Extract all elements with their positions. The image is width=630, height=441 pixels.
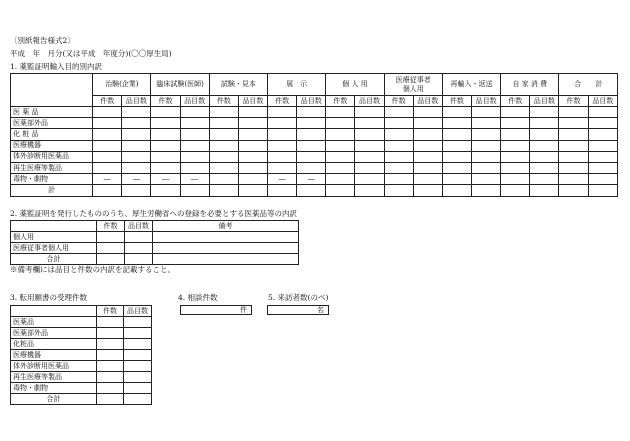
value-cell xyxy=(472,129,501,140)
value-cell xyxy=(97,317,124,328)
value-cell xyxy=(472,118,501,129)
value-cell xyxy=(180,129,209,140)
row-label: 再生医療等製品 xyxy=(11,162,93,173)
value-cell xyxy=(530,129,559,140)
value-cell xyxy=(124,350,152,361)
value-cell xyxy=(122,162,151,173)
row-label: 化粧品 xyxy=(11,339,97,350)
diversion-table xyxy=(10,305,152,405)
row-label: 化 粧 品 xyxy=(11,129,93,140)
value-cell xyxy=(97,383,124,394)
value-cell xyxy=(97,339,124,350)
value-cell xyxy=(559,118,588,129)
row-label: 合計 xyxy=(11,394,97,405)
count-header: 件数 xyxy=(442,96,471,107)
value-cell xyxy=(413,174,442,185)
value-cell xyxy=(326,118,355,129)
value-cell xyxy=(472,107,501,118)
value-cell xyxy=(355,151,384,162)
table-row xyxy=(11,162,618,173)
column-header: 品目数 xyxy=(124,306,152,317)
value-cell xyxy=(472,174,501,185)
value-cell xyxy=(326,185,355,196)
value-cell xyxy=(530,151,559,162)
value-cell xyxy=(442,107,471,118)
value-cell xyxy=(238,140,267,151)
table-row xyxy=(11,317,152,328)
row-label: 医療機器 xyxy=(11,140,93,151)
value-cell xyxy=(559,162,588,173)
value-cell xyxy=(124,339,152,350)
value-cell xyxy=(384,174,413,185)
value-cell xyxy=(125,232,153,243)
value-cell xyxy=(384,185,413,196)
table-row xyxy=(11,151,618,162)
purpose-header: 臨床試験(医師) xyxy=(151,74,209,96)
value-cell xyxy=(93,129,122,140)
value-cell xyxy=(355,107,384,118)
value-cell xyxy=(268,151,297,162)
items-header: 品目数 xyxy=(530,96,559,107)
value-cell xyxy=(472,185,501,196)
row-label: 医薬部外品 xyxy=(11,118,93,129)
column-header: 件数 xyxy=(97,306,124,317)
value-cell xyxy=(472,151,501,162)
value-cell xyxy=(501,129,530,140)
value-cell xyxy=(97,361,124,372)
value-cell xyxy=(93,140,122,151)
count-header: 件数 xyxy=(93,96,122,107)
table-row xyxy=(11,107,618,118)
value-cell xyxy=(384,129,413,140)
value-cell xyxy=(124,317,152,328)
value-cell xyxy=(268,162,297,173)
value-cell xyxy=(180,140,209,151)
purpose-header: 合 計 xyxy=(559,74,618,96)
value-cell xyxy=(151,140,180,151)
value-cell xyxy=(588,185,617,196)
table-row xyxy=(11,372,152,383)
value-cell xyxy=(93,118,122,129)
count-header: 件数 xyxy=(501,96,530,107)
value-cell xyxy=(151,107,180,118)
table-row xyxy=(11,339,152,350)
value-cell xyxy=(501,140,530,151)
corner-cell xyxy=(11,306,97,317)
value-cell xyxy=(124,383,152,394)
value-cell xyxy=(326,162,355,173)
value-cell xyxy=(355,140,384,151)
count-header: 件数 xyxy=(384,96,413,107)
value-cell xyxy=(93,185,122,196)
row-label: 個人用 xyxy=(11,232,97,243)
value-cell xyxy=(384,140,413,151)
value-cell xyxy=(151,185,180,196)
value-cell xyxy=(559,151,588,162)
value-cell xyxy=(93,107,122,118)
count-header: 件数 xyxy=(268,96,297,107)
table-row xyxy=(11,328,152,339)
value-cell xyxy=(151,118,180,129)
value-cell xyxy=(97,243,125,254)
value-cell xyxy=(588,162,617,173)
row-label: 毒物・劇物 xyxy=(11,383,97,394)
value-cell xyxy=(384,118,413,129)
section2-title: 2. 薬監証明を発行したもののうち、厚生労働省への登録を必要とする医薬品等の内訳 xyxy=(10,209,298,218)
dash-cell: ― xyxy=(268,174,297,185)
value-cell xyxy=(124,372,152,383)
value-cell xyxy=(297,140,326,151)
purpose-header: 個 人 用 xyxy=(326,74,384,96)
value-cell xyxy=(442,174,471,185)
value-cell xyxy=(530,118,559,129)
section3-title: 3. 転用願書の受理件数 xyxy=(10,293,88,302)
value-cell xyxy=(268,107,297,118)
value-cell xyxy=(297,151,326,162)
visitor-unit: 名 xyxy=(317,306,324,314)
value-cell xyxy=(209,174,238,185)
column-header: 件数 xyxy=(97,221,125,232)
count-header: 件数 xyxy=(559,96,588,107)
value-cell xyxy=(297,162,326,173)
section1-title: 1. 薬監証明輸入目的別内訳 xyxy=(10,62,103,71)
value-cell xyxy=(238,151,267,162)
section4-title: 4. 相談件数 xyxy=(178,293,218,302)
value-cell xyxy=(209,151,238,162)
value-cell xyxy=(413,185,442,196)
value-cell xyxy=(442,118,471,129)
value-cell xyxy=(326,174,355,185)
value-cell xyxy=(268,140,297,151)
row-label: 毒物・劇物 xyxy=(11,174,93,185)
value-cell xyxy=(297,129,326,140)
table-row xyxy=(11,129,618,140)
value-cell xyxy=(588,107,617,118)
value-cell xyxy=(209,107,238,118)
row-label: 医療機器 xyxy=(11,350,97,361)
value-cell xyxy=(180,118,209,129)
value-cell xyxy=(472,162,501,173)
table-row xyxy=(11,243,299,254)
dash-cell: ― xyxy=(180,174,209,185)
value-cell xyxy=(151,162,180,173)
value-cell xyxy=(238,107,267,118)
row-label: 再生医療等製品 xyxy=(11,372,97,383)
value-cell xyxy=(122,151,151,162)
value-cell xyxy=(122,185,151,196)
value-cell xyxy=(442,151,471,162)
items-header: 品目数 xyxy=(297,96,326,107)
value-cell xyxy=(472,140,501,151)
value-cell xyxy=(238,174,267,185)
value-cell xyxy=(180,107,209,118)
value-cell xyxy=(97,254,125,265)
dash-cell: ― xyxy=(297,174,326,185)
header-row xyxy=(11,306,152,317)
count-header: 件数 xyxy=(151,96,180,107)
report-period: 平成 年 月分(又は平成 年度分)(〇〇厚生局) xyxy=(10,49,172,58)
value-cell xyxy=(153,232,299,243)
visitor-count-box xyxy=(267,305,329,315)
value-cell xyxy=(442,140,471,151)
value-cell xyxy=(501,151,530,162)
value-cell xyxy=(442,162,471,173)
remarks-note: ※備考欄には品目と件数の内訳を記載すること。 xyxy=(10,265,175,274)
header-row xyxy=(11,74,618,96)
value-cell xyxy=(559,140,588,151)
value-cell xyxy=(238,129,267,140)
value-cell xyxy=(384,151,413,162)
value-cell xyxy=(97,394,124,405)
value-cell xyxy=(93,151,122,162)
items-header: 品目数 xyxy=(413,96,442,107)
value-cell xyxy=(326,107,355,118)
value-cell xyxy=(93,162,122,173)
value-cell xyxy=(238,162,267,173)
value-cell xyxy=(326,140,355,151)
value-cell xyxy=(209,140,238,151)
value-cell xyxy=(384,107,413,118)
value-cell xyxy=(268,185,297,196)
value-cell xyxy=(588,129,617,140)
table-row xyxy=(11,383,152,394)
items-header: 品目数 xyxy=(472,96,501,107)
table-row xyxy=(11,254,299,265)
column-header: 備考 xyxy=(153,221,299,232)
purpose-header: 再輸入・返送 xyxy=(442,74,500,96)
value-cell xyxy=(209,162,238,173)
value-cell xyxy=(442,185,471,196)
corner-cell xyxy=(11,221,97,232)
count-header: 件数 xyxy=(209,96,238,107)
value-cell xyxy=(124,394,152,405)
row-label: 医薬部外品 xyxy=(11,328,97,339)
value-cell xyxy=(326,129,355,140)
row-label: 計 xyxy=(11,185,93,196)
value-cell xyxy=(209,118,238,129)
count-header: 件数 xyxy=(326,96,355,107)
table-row xyxy=(11,394,152,405)
value-cell xyxy=(151,151,180,162)
value-cell xyxy=(501,107,530,118)
value-cell xyxy=(501,118,530,129)
corner-cell xyxy=(11,74,93,107)
value-cell xyxy=(530,107,559,118)
section5-title: 5. 来訪者数(のべ) xyxy=(268,293,329,302)
value-cell xyxy=(588,118,617,129)
value-cell xyxy=(355,174,384,185)
purpose-header: 医療従事者 個人用 xyxy=(384,74,442,96)
value-cell xyxy=(122,140,151,151)
value-cell xyxy=(124,328,152,339)
value-cell xyxy=(122,107,151,118)
value-cell xyxy=(180,151,209,162)
consultation-unit: 件 xyxy=(240,306,247,314)
value-cell xyxy=(384,162,413,173)
value-cell xyxy=(124,361,152,372)
table-row xyxy=(11,350,152,361)
value-cell xyxy=(326,151,355,162)
value-cell xyxy=(238,185,267,196)
value-cell xyxy=(413,140,442,151)
items-header: 品目数 xyxy=(588,96,617,107)
table-row xyxy=(11,185,618,196)
value-cell xyxy=(122,118,151,129)
row-label: 医 薬 品 xyxy=(11,107,93,118)
value-cell xyxy=(588,174,617,185)
consultation-count-box xyxy=(180,305,252,315)
value-cell xyxy=(355,118,384,129)
import-purpose-table xyxy=(10,73,618,197)
value-cell xyxy=(297,118,326,129)
value-cell xyxy=(153,243,299,254)
value-cell xyxy=(530,140,559,151)
value-cell xyxy=(355,185,384,196)
value-cell xyxy=(559,185,588,196)
row-label: 合計 xyxy=(11,254,97,265)
value-cell xyxy=(122,129,151,140)
value-cell xyxy=(355,129,384,140)
value-cell xyxy=(559,129,588,140)
value-cell xyxy=(413,107,442,118)
value-cell xyxy=(413,162,442,173)
value-cell xyxy=(588,140,617,151)
row-label: 体外診断用医薬品 xyxy=(11,151,93,162)
value-cell xyxy=(180,185,209,196)
value-cell xyxy=(442,129,471,140)
row-label: 医薬品 xyxy=(11,317,97,328)
value-cell xyxy=(97,372,124,383)
items-header: 品目数 xyxy=(180,96,209,107)
value-cell xyxy=(413,129,442,140)
dash-cell: ― xyxy=(93,174,122,185)
row-label: 体外診断用医薬品 xyxy=(11,361,97,372)
value-cell xyxy=(209,129,238,140)
value-cell xyxy=(501,174,530,185)
value-cell xyxy=(413,151,442,162)
purpose-header: 自 家 消 費 xyxy=(501,74,559,96)
value-cell xyxy=(153,254,299,265)
registration-table xyxy=(10,220,299,265)
value-cell xyxy=(125,243,153,254)
value-cell xyxy=(297,185,326,196)
table-row xyxy=(11,174,618,185)
purpose-header: 展 示 xyxy=(268,74,326,96)
dash-cell: ― xyxy=(151,174,180,185)
value-cell xyxy=(238,118,267,129)
value-cell xyxy=(297,107,326,118)
value-cell xyxy=(180,162,209,173)
value-cell xyxy=(355,162,384,173)
value-cell xyxy=(125,254,153,265)
table-row xyxy=(11,361,152,372)
purpose-header: 治験(企業) xyxy=(93,74,151,96)
column-header: 品目数 xyxy=(125,221,153,232)
value-cell xyxy=(268,129,297,140)
dash-cell: ― xyxy=(122,174,151,185)
table-row xyxy=(11,140,618,151)
subheader-row xyxy=(11,96,618,107)
value-cell xyxy=(530,174,559,185)
form-number: 〔別紙報告様式2〕 xyxy=(10,36,75,45)
items-header: 品目数 xyxy=(122,96,151,107)
items-header: 品目数 xyxy=(355,96,384,107)
value-cell xyxy=(588,151,617,162)
table-row xyxy=(11,232,299,243)
value-cell xyxy=(97,232,125,243)
items-header: 品目数 xyxy=(238,96,267,107)
value-cell xyxy=(530,185,559,196)
value-cell xyxy=(559,107,588,118)
header-row xyxy=(11,221,299,232)
purpose-header: 試験・見本 xyxy=(209,74,267,96)
table-row xyxy=(11,118,618,129)
value-cell xyxy=(151,129,180,140)
value-cell xyxy=(97,350,124,361)
value-cell xyxy=(501,185,530,196)
value-cell xyxy=(530,162,559,173)
value-cell xyxy=(501,162,530,173)
value-cell xyxy=(559,174,588,185)
value-cell xyxy=(97,328,124,339)
value-cell xyxy=(209,185,238,196)
row-label: 医療従事者個人用 xyxy=(11,243,97,254)
value-cell xyxy=(413,118,442,129)
value-cell xyxy=(268,118,297,129)
